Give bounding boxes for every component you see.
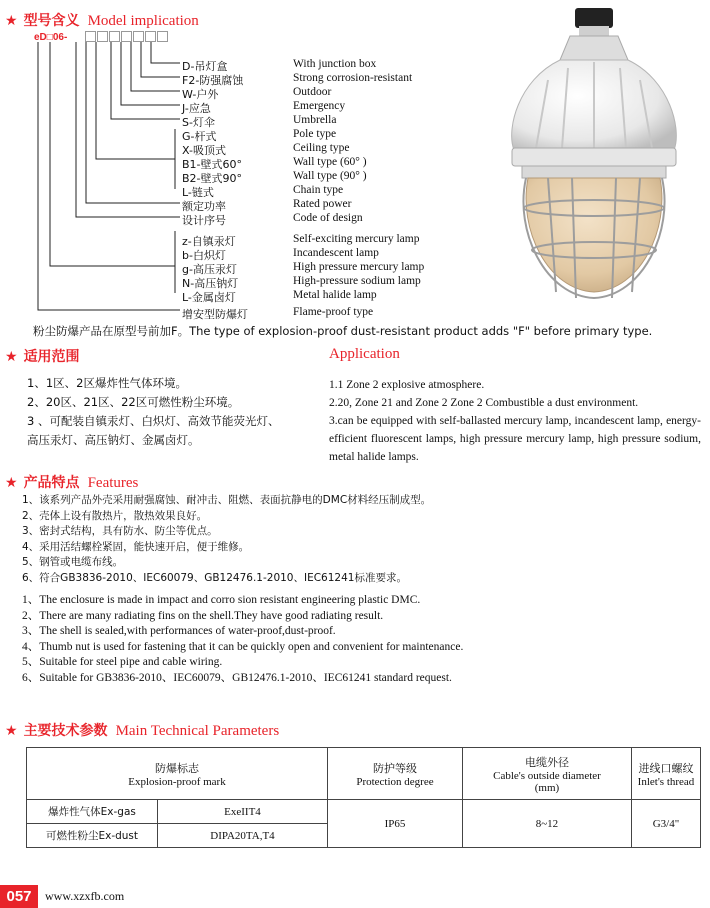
protection-value: IP65 (327, 800, 462, 848)
row-value-gas: ExeIIT4 (158, 800, 328, 824)
scope-list-en (329, 376, 701, 466)
explosion-proof-lamp-image (478, 0, 710, 312)
features-list-cn (22, 493, 431, 586)
params-section-title: ★ 主要技术参数 Main Technical Parameters (5, 723, 280, 739)
table-row (27, 800, 701, 824)
model-note: 粉尘防爆产品在原型号前加F。The type of explosion-proof dust-resistant product adds "F" before primary type. (33, 324, 653, 338)
list-item: 高压汞灯、高压钠灯、金属卤灯。 (27, 433, 200, 447)
cable-value: 8~12 (462, 800, 631, 848)
header-explosion-mark: 防爆标志 Explosion-proof mark (27, 748, 328, 800)
row-label-dust: 可燃性粉尘Ex-dust (27, 824, 158, 848)
list-item: 3 、可配装自镇汞灯、白炽灯、高效节能荧光灯、 (27, 414, 280, 428)
list-item: 3.can be equipped with self-ballasted mercury lamp, incandescent lamp, energy-efficient fluorescent lamps, high pressure mercury lamp, high pressure sodium, metal halide lamps. (329, 415, 701, 463)
list-item: 4、采用活结螺栓紧固，能快速开启，便于维修。 (22, 540, 250, 553)
list-item: 1、1区、2区爆炸性气体环境。 (27, 376, 187, 390)
header-protection: 防护等级 Protection degree (327, 748, 462, 800)
model-item-en: Wall type (60° ) (293, 156, 367, 168)
model-item-en: Flame-proof type (293, 306, 374, 318)
model-item-cn: F2-防强腐蚀 (182, 74, 244, 87)
model-item-en: Code of design (293, 212, 363, 224)
star-icon: ★ (5, 476, 18, 491)
model-item-cn: 设计序号 (182, 214, 226, 227)
features-section-title: ★ 产品特点 Features (5, 475, 139, 491)
model-item-en: Chain type (293, 184, 344, 196)
model-item-en: Self-exciting mercury lamp (293, 233, 420, 245)
model-item-en: Incandescent lamp (293, 247, 379, 259)
list-item: 2、20区、21区、22区可燃性粉尘环境。 (27, 395, 240, 409)
model-item-en: High-pressure sodium lamp (293, 275, 421, 287)
list-item: 4、Thumb nut is used for fastening that it can be quickly open and convenient for maintenance. (22, 640, 464, 653)
list-item: 1、该系列产品外壳采用耐强腐蚀、耐冲击、阻燃、表面抗静电的DMC材料经压制成型。 (22, 494, 432, 506)
page-number: 057 (0, 885, 38, 908)
model-item-en: Strong corrosion-resistant (293, 72, 413, 84)
model-item-cn: L-链式 (182, 186, 214, 199)
list-item: 6、符合GB3836-2010、IEC60079、GB12476.1-2010、IEC61241标准要求。 (22, 571, 407, 584)
model-item-en: Ceiling type (293, 142, 350, 154)
model-item-cn: B2-壁式90° (182, 172, 243, 185)
list-item: 5、钢管或电缆布线。 (22, 556, 124, 568)
model-item-en: High pressure mercury lamp (293, 261, 425, 273)
header-thread: 进线口螺纹 Inlet's thread (631, 748, 700, 800)
list-item: 2、壳体上设有散热片，散热效果良好。 (22, 509, 208, 522)
thread-value: G3/4" (631, 800, 700, 848)
scope-section-title: ★ 适用范围 (5, 349, 80, 365)
model-item-cn: b-白炽灯 (182, 249, 226, 262)
model-item-cn: g-高压汞灯 (182, 263, 237, 276)
model-item-en: Metal halide lamp (293, 289, 377, 301)
model-item-cn: D-吊灯盒 (182, 60, 228, 73)
model-section-title: ★ 型号含义 Model implication (5, 13, 199, 29)
list-item: 3、The shell is sealed,with performances of water-proof,dust-proof. (22, 625, 336, 637)
model-item-cn: W-户外 (182, 88, 219, 101)
model-item-cn: J-应急 (182, 102, 211, 115)
model-item-en: Pole type (293, 128, 337, 140)
model-item-cn: B1-壁式60° (182, 158, 243, 171)
model-item-cn: z-自镇汞灯 (182, 235, 236, 248)
list-item: 6、Suitable for GB3836-2010、IEC60079、GB12476.1-2010、IEC61241 standard request. (22, 671, 452, 684)
list-item: 5、Suitable for steel pipe and cable wiring. (22, 656, 223, 668)
model-item-cn: N-高压钠灯 (182, 277, 239, 290)
model-item-cn: X-吸顶式 (182, 144, 226, 157)
row-value-dust: DIPA20TA,T4 (158, 824, 328, 848)
model-item-cn: S-灯伞 (182, 116, 215, 129)
table-header-row (27, 748, 701, 800)
model-item-cn: 额定功率 (182, 200, 226, 213)
model-item-cn: 增安型防爆灯 (182, 308, 248, 321)
model-bracket-lines (30, 40, 190, 325)
model-item-en: Outdoor (293, 86, 332, 98)
row-label-gas: 爆炸性气体Ex-gas (27, 800, 158, 824)
list-item: 2、There are many radiating fins on the shell.They have good radiating result. (22, 609, 384, 622)
model-item-cn: L-金属卤灯 (182, 291, 236, 304)
features-list-en (22, 593, 463, 686)
header-cable: 电缆外径 Cable's outside diameter (mm) (462, 748, 631, 800)
website-url: www.xzxfb.com (45, 889, 125, 903)
list-item: 1.1 Zone 2 explosive atmosphere. (329, 379, 485, 391)
model-item-en: Emergency (293, 100, 346, 112)
model-item-en: Wall type (90° ) (293, 170, 367, 182)
star-icon: ★ (5, 350, 18, 365)
model-item-en: With junction box (293, 58, 377, 70)
star-icon: ★ (5, 14, 18, 29)
application-title-en: Application (329, 346, 400, 362)
list-item: 2.20, Zone 21 and Zone 2 Zone 2 Combustible a dust environment. (329, 397, 639, 409)
star-icon: ★ (5, 724, 18, 739)
list-item: 3、密封式结构，具有防水、防尘等优点。 (22, 525, 218, 537)
list-item: 1、The enclosure is made in impact and corro sion resistant engineering plastic DMC. (22, 594, 421, 606)
model-code: eD□06- (34, 32, 68, 43)
model-item-en: Rated power (293, 198, 352, 210)
model-item-cn: G-杆式 (182, 130, 217, 143)
model-item-en: Umbrella (293, 114, 337, 126)
params-table (26, 747, 701, 848)
scope-list-cn (27, 374, 279, 450)
